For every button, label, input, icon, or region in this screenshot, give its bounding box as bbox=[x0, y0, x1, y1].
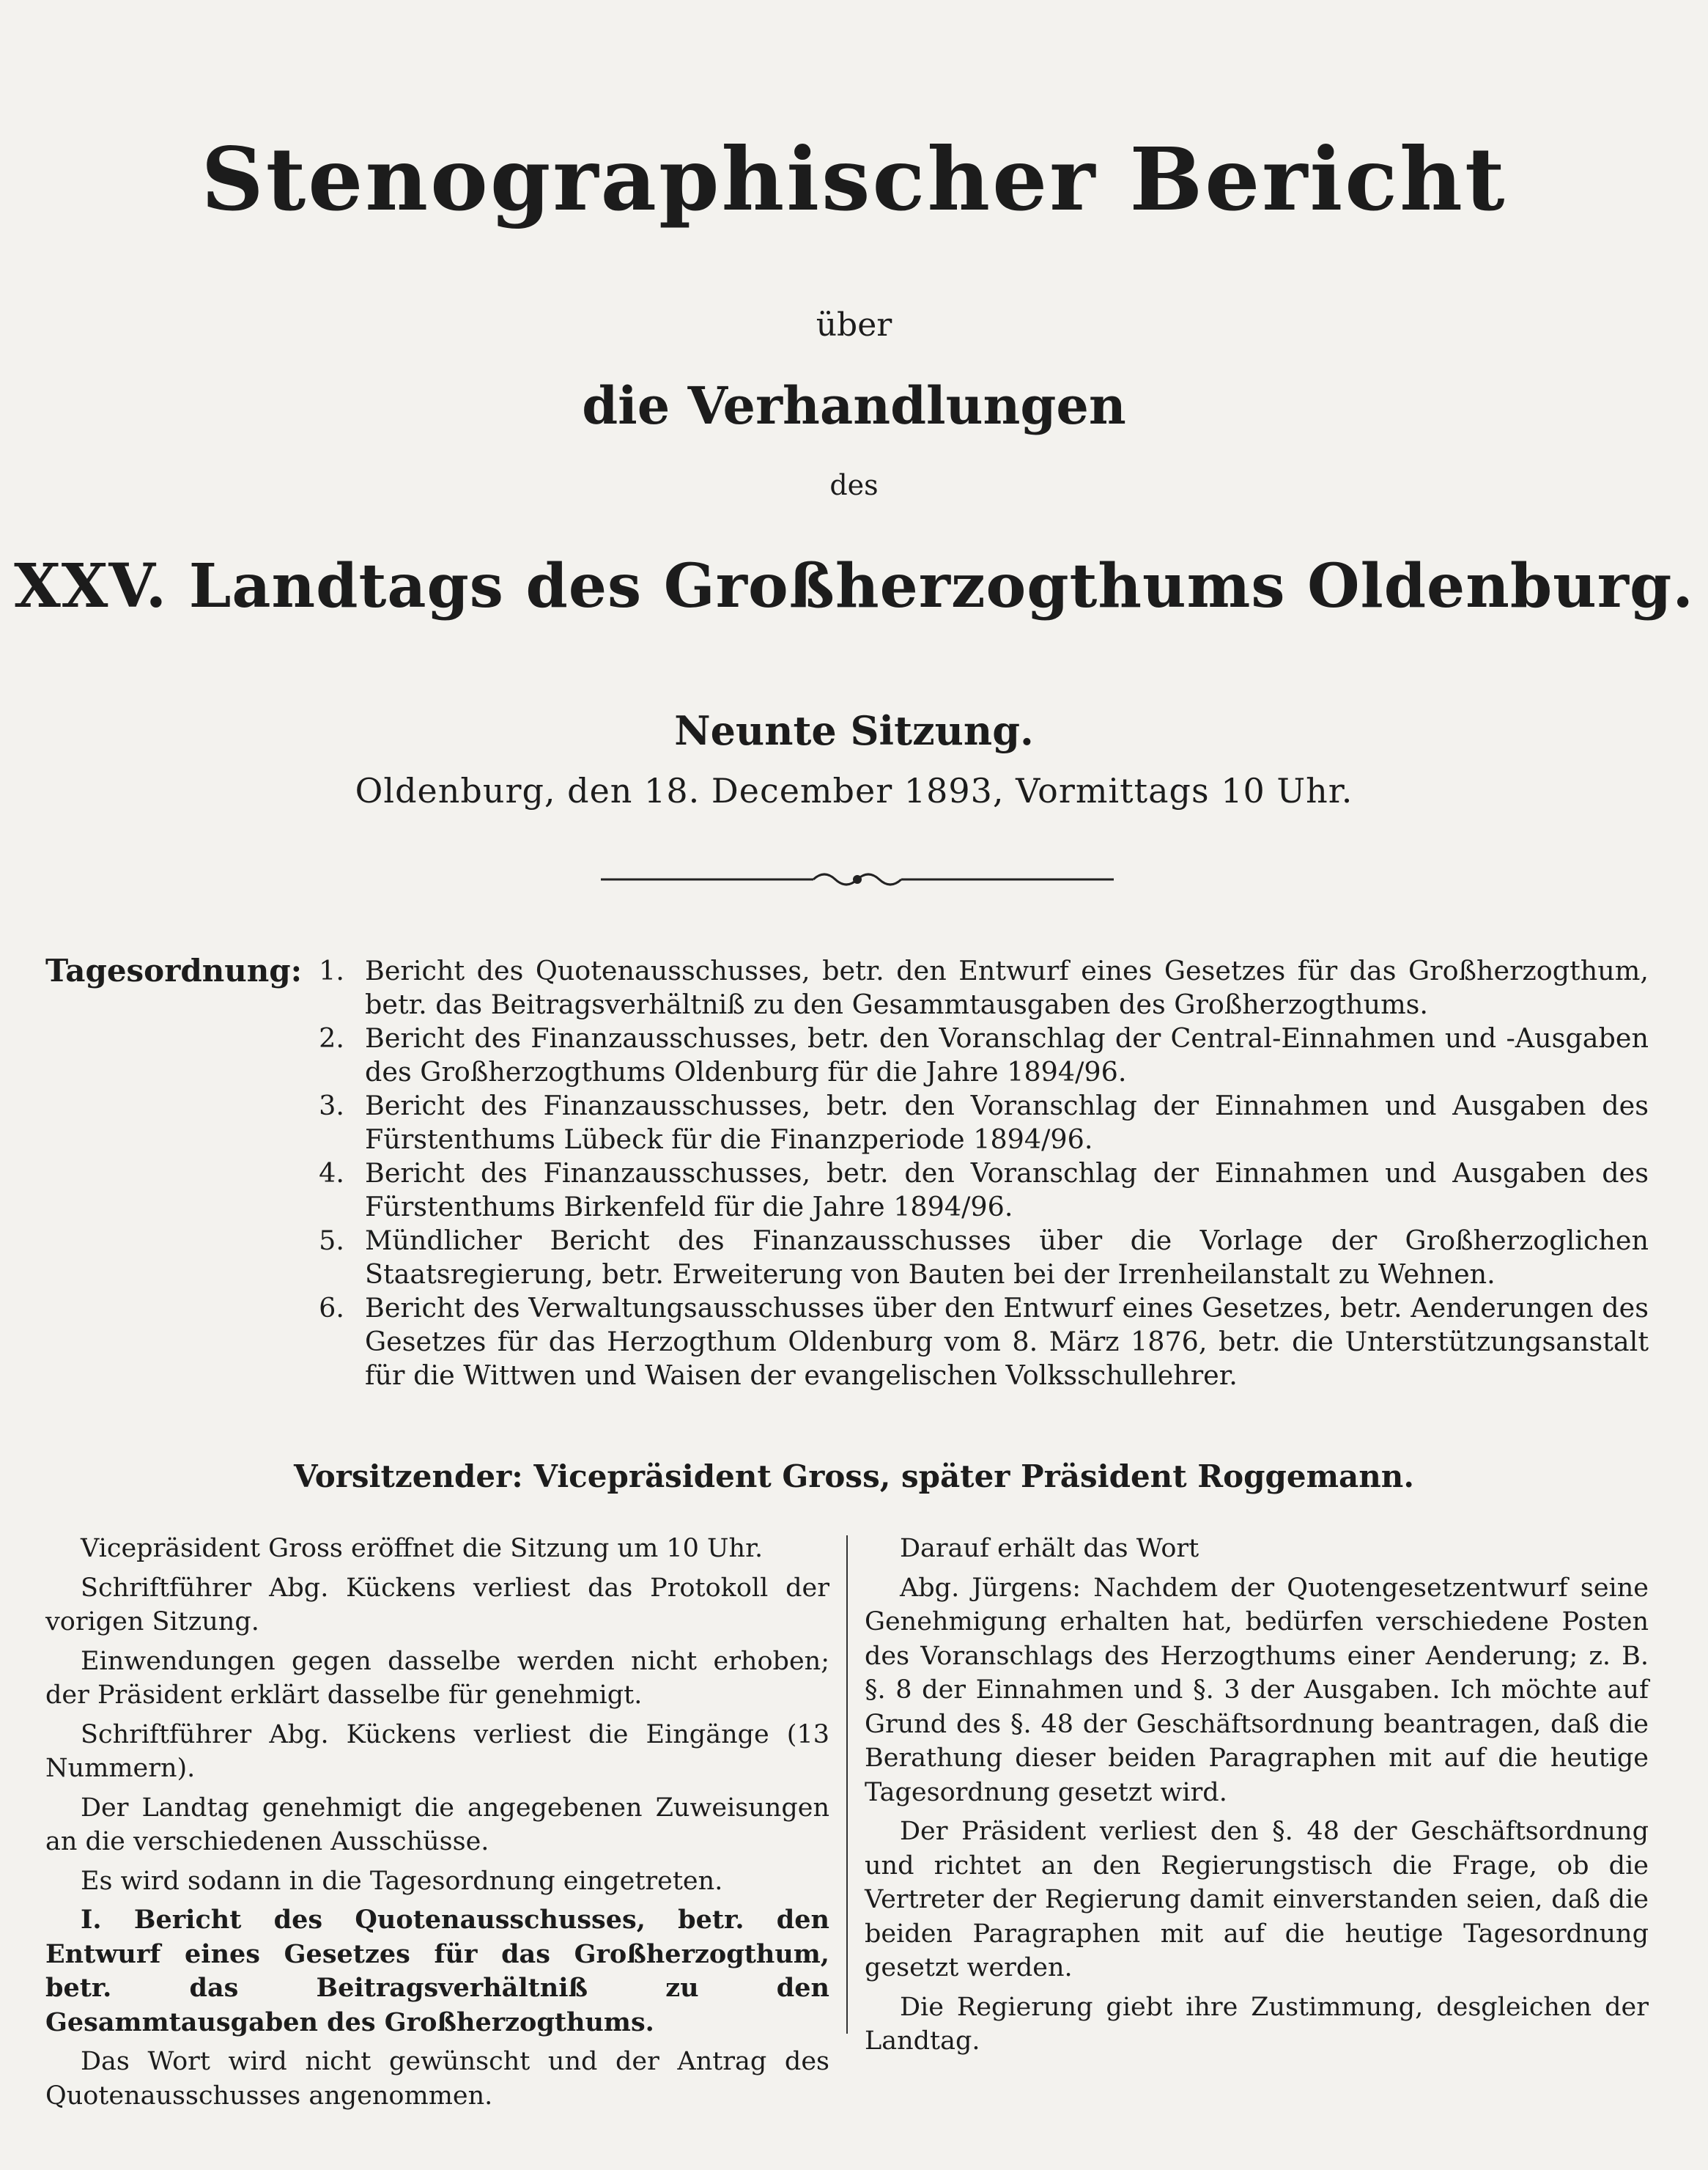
session-dateline: Oldenburg, den 18. December 1893, Vormittags 10 Uhr. bbox=[355, 771, 1353, 811]
chair-line: Vorsitzender: Vicepräsident Gross, später Präsident Roggemann. bbox=[294, 1458, 1414, 1494]
subtitle-des: des bbox=[829, 469, 879, 501]
paragraph: Schriftführer Abg. Kückens verliest das Protokoll der vorigen Sitzung. bbox=[45, 1573, 829, 1636]
agenda-item bbox=[300, 1224, 1649, 1291]
section-heading: I. Bericht des Quotenausschusses, betr. den Entwurf eines Gesetzes für das Großherzogthum, betr. das Beitragsverhältniß zu den Gesammtausgaben des Großherzogthums. bbox=[45, 1905, 829, 2037]
paragraph: Schriftführer Abg. Kückens verliest die Eingänge (13 Nummern). bbox=[45, 1719, 829, 1783]
agenda-item-text: Bericht des Finanzausschusses, betr. den Voranschlag der Einnahmen und Ausgaben des Fürstenthums Birkenfeld für die Jahre 1894/96. bbox=[365, 1157, 1649, 1222]
paragraph: Darauf erhält das Wort bbox=[900, 1534, 1199, 1563]
agenda-item-text: Mündlicher Bericht des Finanzausschusses über die Vorlage der Großherzoglichen Staatsregierung, betr. Erweiterung von Bauten bei der Irrenheilanstalt zu Wehnen. bbox=[365, 1225, 1649, 1290]
agenda-item bbox=[300, 954, 1649, 1022]
agenda-label: Tagesordnung: bbox=[45, 953, 303, 989]
paragraph: Der Landtag genehmigt die angegebenen Zuweisungen an die verschiedenen Ausschüsse. bbox=[45, 1793, 829, 1856]
agenda-item-number: 4. bbox=[319, 1157, 344, 1189]
ornament-divider bbox=[601, 861, 1114, 898]
agenda-item-number: 2. bbox=[319, 1022, 344, 1054]
agenda-item-number: 1. bbox=[319, 955, 344, 986]
agenda-item bbox=[300, 1089, 1649, 1156]
agenda-item-text: Bericht des Finanzausschusses, betr. den Voranschlag der Central-Einnahmen und -Ausgaben des Großherzogthums Oldenburg für die Jahre 1894/96. bbox=[365, 1022, 1649, 1088]
left-column bbox=[45, 1532, 829, 2118]
paragraph: Einwendungen gegen dasselbe werden nicht erhoben; der Präsident erklärt dasselbe für genehmigt. bbox=[45, 1646, 829, 1710]
paragraph: Der Präsident verliest den §. 48 der Geschäftsordnung und richtet an den Regierungstisch die Frage, ob die Vertreter der Regierung damit einverstanden seien, daß die beiden Paragraphen mit auf die heutige Tagesordnung gesetzt werden. bbox=[865, 1817, 1649, 1982]
column-divider bbox=[846, 1535, 848, 2034]
paragraph: Abg. Jürgens: Nachdem der Quotengesetzentwurf seine Genehmigung erhalten hat, bedürfen verschiedene Posten des Voranschlags des Herzogthums einer Aenderung; z. B. §. 8 der Einnahmen und §. 3 der Ausgaben. Ich möchte auf Grund des §. 48 der Geschäftsordnung beantragen, daß die Berathung dieser beiden Paragraphen mit auf die heutige Tagesordnung gesetzt wird. bbox=[865, 1573, 1649, 1807]
agenda-item bbox=[300, 1291, 1649, 1392]
paragraph: Es wird sodann in die Tagesordnung eingetreten. bbox=[81, 1866, 723, 1896]
paragraph: Die Regierung giebt ihre Zustimmung, desgleichen der Landtag. bbox=[865, 1992, 1649, 2056]
session-title: Neunte Sitzung. bbox=[674, 707, 1034, 754]
agenda-item-text: Bericht des Quotenausschusses, betr. den Entwurf eines Gesetzes für das Großherzogthum, betr. das Beitragsverhältniß zu den Gesammtausgaben des Großherzogthums. bbox=[365, 955, 1649, 1020]
agenda-item bbox=[300, 1022, 1649, 1089]
agenda-item-text: Bericht des Finanzausschusses, betr. den Voranschlag der Einnahmen und Ausgaben des Fürstenthums Lübeck für die Finanzperiode 1894/96. bbox=[365, 1090, 1649, 1155]
right-column bbox=[865, 1532, 1649, 2064]
agenda-item bbox=[300, 1156, 1649, 1224]
landtag-title: XXV. Landtags des Großherzogthums Oldenburg. bbox=[14, 551, 1694, 621]
subtitle-uber: über bbox=[816, 306, 892, 344]
agenda-item-number: 6. bbox=[319, 1292, 344, 1324]
agenda-item-text: Bericht des Verwaltungsausschusses über den Entwurf eines Gesetzes, betr. Aenderungen des Gesetzes für das Herzogthum Oldenburg vom 8. März 1876, betr. die Unterstützungsanstalt für die Wittwen und Waisen der evangelischen Volksschullehrer. bbox=[365, 1292, 1649, 1391]
agenda-list bbox=[300, 954, 1649, 1392]
subtitle-verhandlungen: die Verhandlungen bbox=[582, 375, 1126, 436]
agenda-item-number: 3. bbox=[319, 1090, 344, 1121]
paragraph: Vicepräsident Gross eröffnet die Sitzung um 10 Uhr. bbox=[81, 1534, 764, 1563]
agenda-item-number: 5. bbox=[319, 1225, 344, 1256]
paragraph: Das Wort wird nicht gewünscht und der Antrag des Quotenausschusses angenommen. bbox=[45, 2047, 829, 2111]
report-title: Stenographischer Bericht bbox=[201, 128, 1507, 230]
